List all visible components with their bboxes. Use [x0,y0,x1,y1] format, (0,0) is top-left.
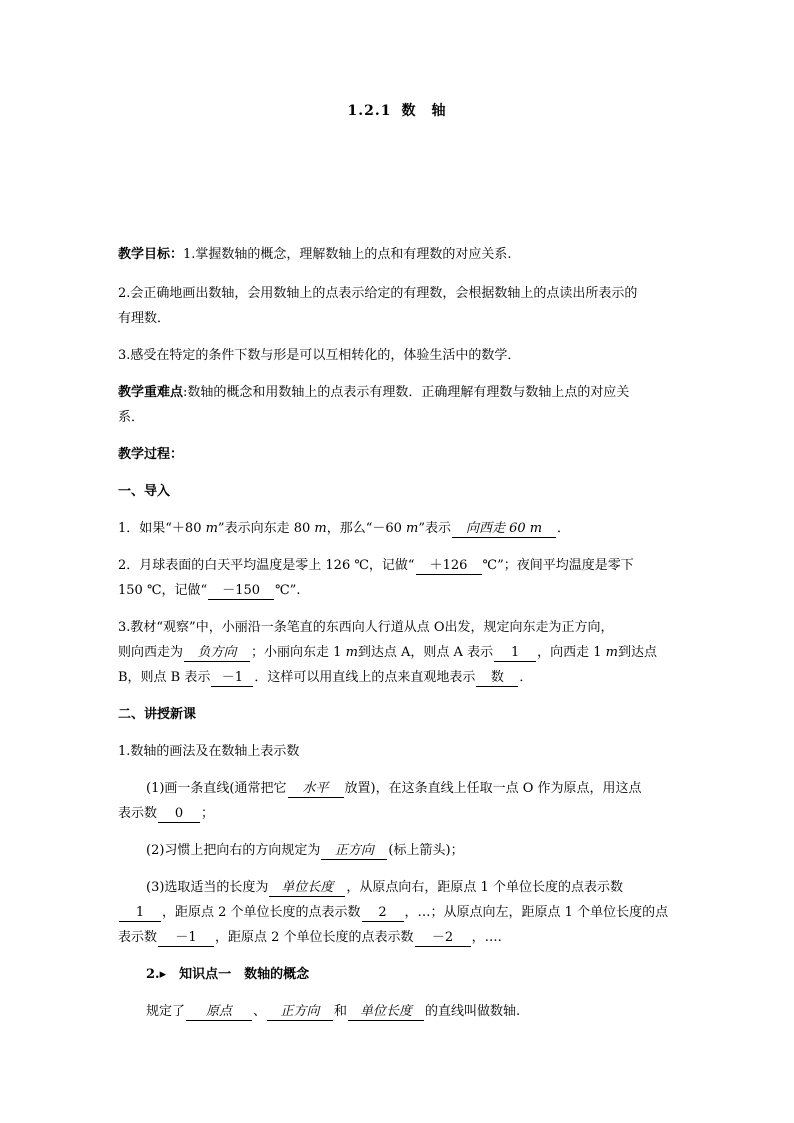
p2-text-a: (2)习惯上把向右的方向规定为 [146,843,321,858]
keypoints-label: 教学重难点 [118,385,184,400]
goals-line-2b [118,309,170,329]
q3-text-f: 到达点 [617,645,657,660]
answer-blank: 2 [362,904,404,922]
def-text-a: 规定了 [146,1004,186,1019]
answer-blank: 正方向 [267,1003,333,1021]
knowledge-point-heading [146,965,309,985]
keypoints-line-1 [118,383,629,403]
para-1-line-1 [146,779,642,799]
answer-blank: －1 [158,929,214,947]
goals-label: 教学目标： [118,247,184,262]
page-title [0,100,794,120]
answer-blank: 水平 [288,780,344,798]
q3-text-i: ． [519,670,533,685]
question-1 [118,519,570,539]
section2-sub1: 1.数轴的画法及在数轴上表示数 [118,744,300,759]
q2-text-b: ℃”；夜间平均温度是零下 [482,558,634,573]
p3-text-d: ，…；从原点向左，距原点 1 个单位长度的点 [404,905,669,920]
answer-blank: －1 [211,669,253,687]
q3-unit-2: m [605,645,618,660]
section2-heading: 二、讲授新课 [118,707,197,722]
def-text-b: 、 [253,1004,267,1019]
q2-text-a: 2．月球表面的白天平均温度是零上 126 ℃，记做“ [118,558,415,573]
q1-text-a: 1．如果“＋80 [118,521,206,536]
q2-text-c: 150 ℃，记做“ [118,583,208,598]
answer-blank: 单位长度 [348,1003,424,1021]
p2-text-b: (标上箭头)； [388,843,464,858]
answer-blank: 正方向 [321,842,387,860]
para-1-line-2 [118,804,214,824]
answer-blank: 1 [494,644,536,662]
answer-blank: 原点 [186,1003,252,1021]
keypoints-line-2 [118,408,144,428]
def-text-c: 和 [334,1004,348,1019]
para-3-line-1 [146,878,623,898]
keypoints-text-2: 系． [118,410,145,425]
answer-blank: 向西走 60 m [452,520,556,538]
section1-heading: 一、导入 [118,484,171,499]
process-label: 教学过程： [118,447,184,462]
q3-text-d: 到达点 A，则点 A 表示 [357,645,494,660]
goals-text-3: 3.感受在特定的条件下数与形是可以互相转化的，体验生活中的数学． [118,348,521,363]
goals-text-1: 1.掌握数轴的概念，理解数轴上的点和有理数的对应关系. [183,247,512,262]
question-3-line-1 [118,618,614,638]
q1-unit-2: m [314,521,327,536]
p1-text-c: 表示数 [118,806,158,821]
p3-text-b: ，从原点向右，距原点 1 个单位长度的点表示数 [346,880,623,895]
question-3-line-2 [118,643,657,663]
para-2 [146,841,464,861]
q1-text-e: ． [557,521,571,536]
p3-text-e: 表示数 [118,930,158,945]
q1-text-c: ，那么“－60 [326,521,407,536]
question-2-line-2 [118,581,300,601]
p1-text-d: ； [201,806,215,821]
keypoints-text-1: :数轴的概念和用数轴上的点表示有理数．正确理解有理数与数轴上点的对应关 [183,385,630,400]
q3-unit-1: m [345,645,358,660]
q1-unit-1: m [205,521,218,536]
answer-blank: ＋126 [416,557,482,575]
goals-text-2a: 2.会正确地画出数轴，会用数轴上的点表示给定的有理数，会根据数轴上的点读出所表示的 [118,286,638,301]
kp-number: 2.▸ [146,967,167,982]
q1-text-b: ”表示向东走 80 [217,521,315,536]
answer-blank: 负方向 [184,644,250,662]
title-number: 1.2.1 [347,103,392,119]
answer-blank: 1 [119,904,161,922]
answer-blank: －150 [208,582,274,600]
para-3-line-2 [118,903,668,923]
q1-text-d: ”表示 [418,521,452,536]
answer-blank: 单位长度 [269,879,345,897]
answer-blank: 0 [158,805,200,823]
question-2-line-1 [118,556,634,576]
q1-unit-3: m [406,521,419,536]
answer-blank: 数 [476,669,518,687]
p1-text-b: 放置)，在这条直线上任取一点 O 作为原点，用这点 [344,781,642,796]
title-text: 数 轴 [401,103,447,119]
goals-text-2b: 有理数． [118,311,171,326]
q3-text-g: B，则点 B 表示 [118,670,211,685]
p1-text-a: (1)画一条直线(通常把它 [146,781,287,796]
p3-text-g: ，…. [471,930,502,945]
definition [146,1002,520,1022]
q3-text-e: ，向西走 1 [537,645,606,660]
goals-line-1 [118,245,512,265]
p3-text-c: ，距原点 2 个单位长度的点表示数 [162,905,361,920]
q3-text-h: ．这样可以用直线上的点来直观地表示 [254,670,476,685]
goals-line-2 [118,284,637,304]
q2-text-d: ℃”. [275,583,301,598]
p3-text-a: (3)选取适当的长度为 [146,880,269,895]
q3-text-a: 3.教材“观察”中，小丽沿一条笔直的东西向人行道从点 O出发，规定向东走为正方向， [118,620,614,635]
answer-blank: －2 [415,929,471,947]
q3-text-b: 则向西走为 [118,645,184,660]
p3-text-f: ，距原点 2 个单位长度的点表示数 [215,930,414,945]
def-text-d: 的直线叫做数轴. [425,1004,521,1019]
question-3-line-3 [118,668,532,688]
goals-line-3 [118,346,520,366]
q3-text-c: ；小丽向东走 1 [251,645,346,660]
para-3-line-3 [118,928,502,948]
kp-text: 知识点一 数轴的概念 [179,967,310,982]
